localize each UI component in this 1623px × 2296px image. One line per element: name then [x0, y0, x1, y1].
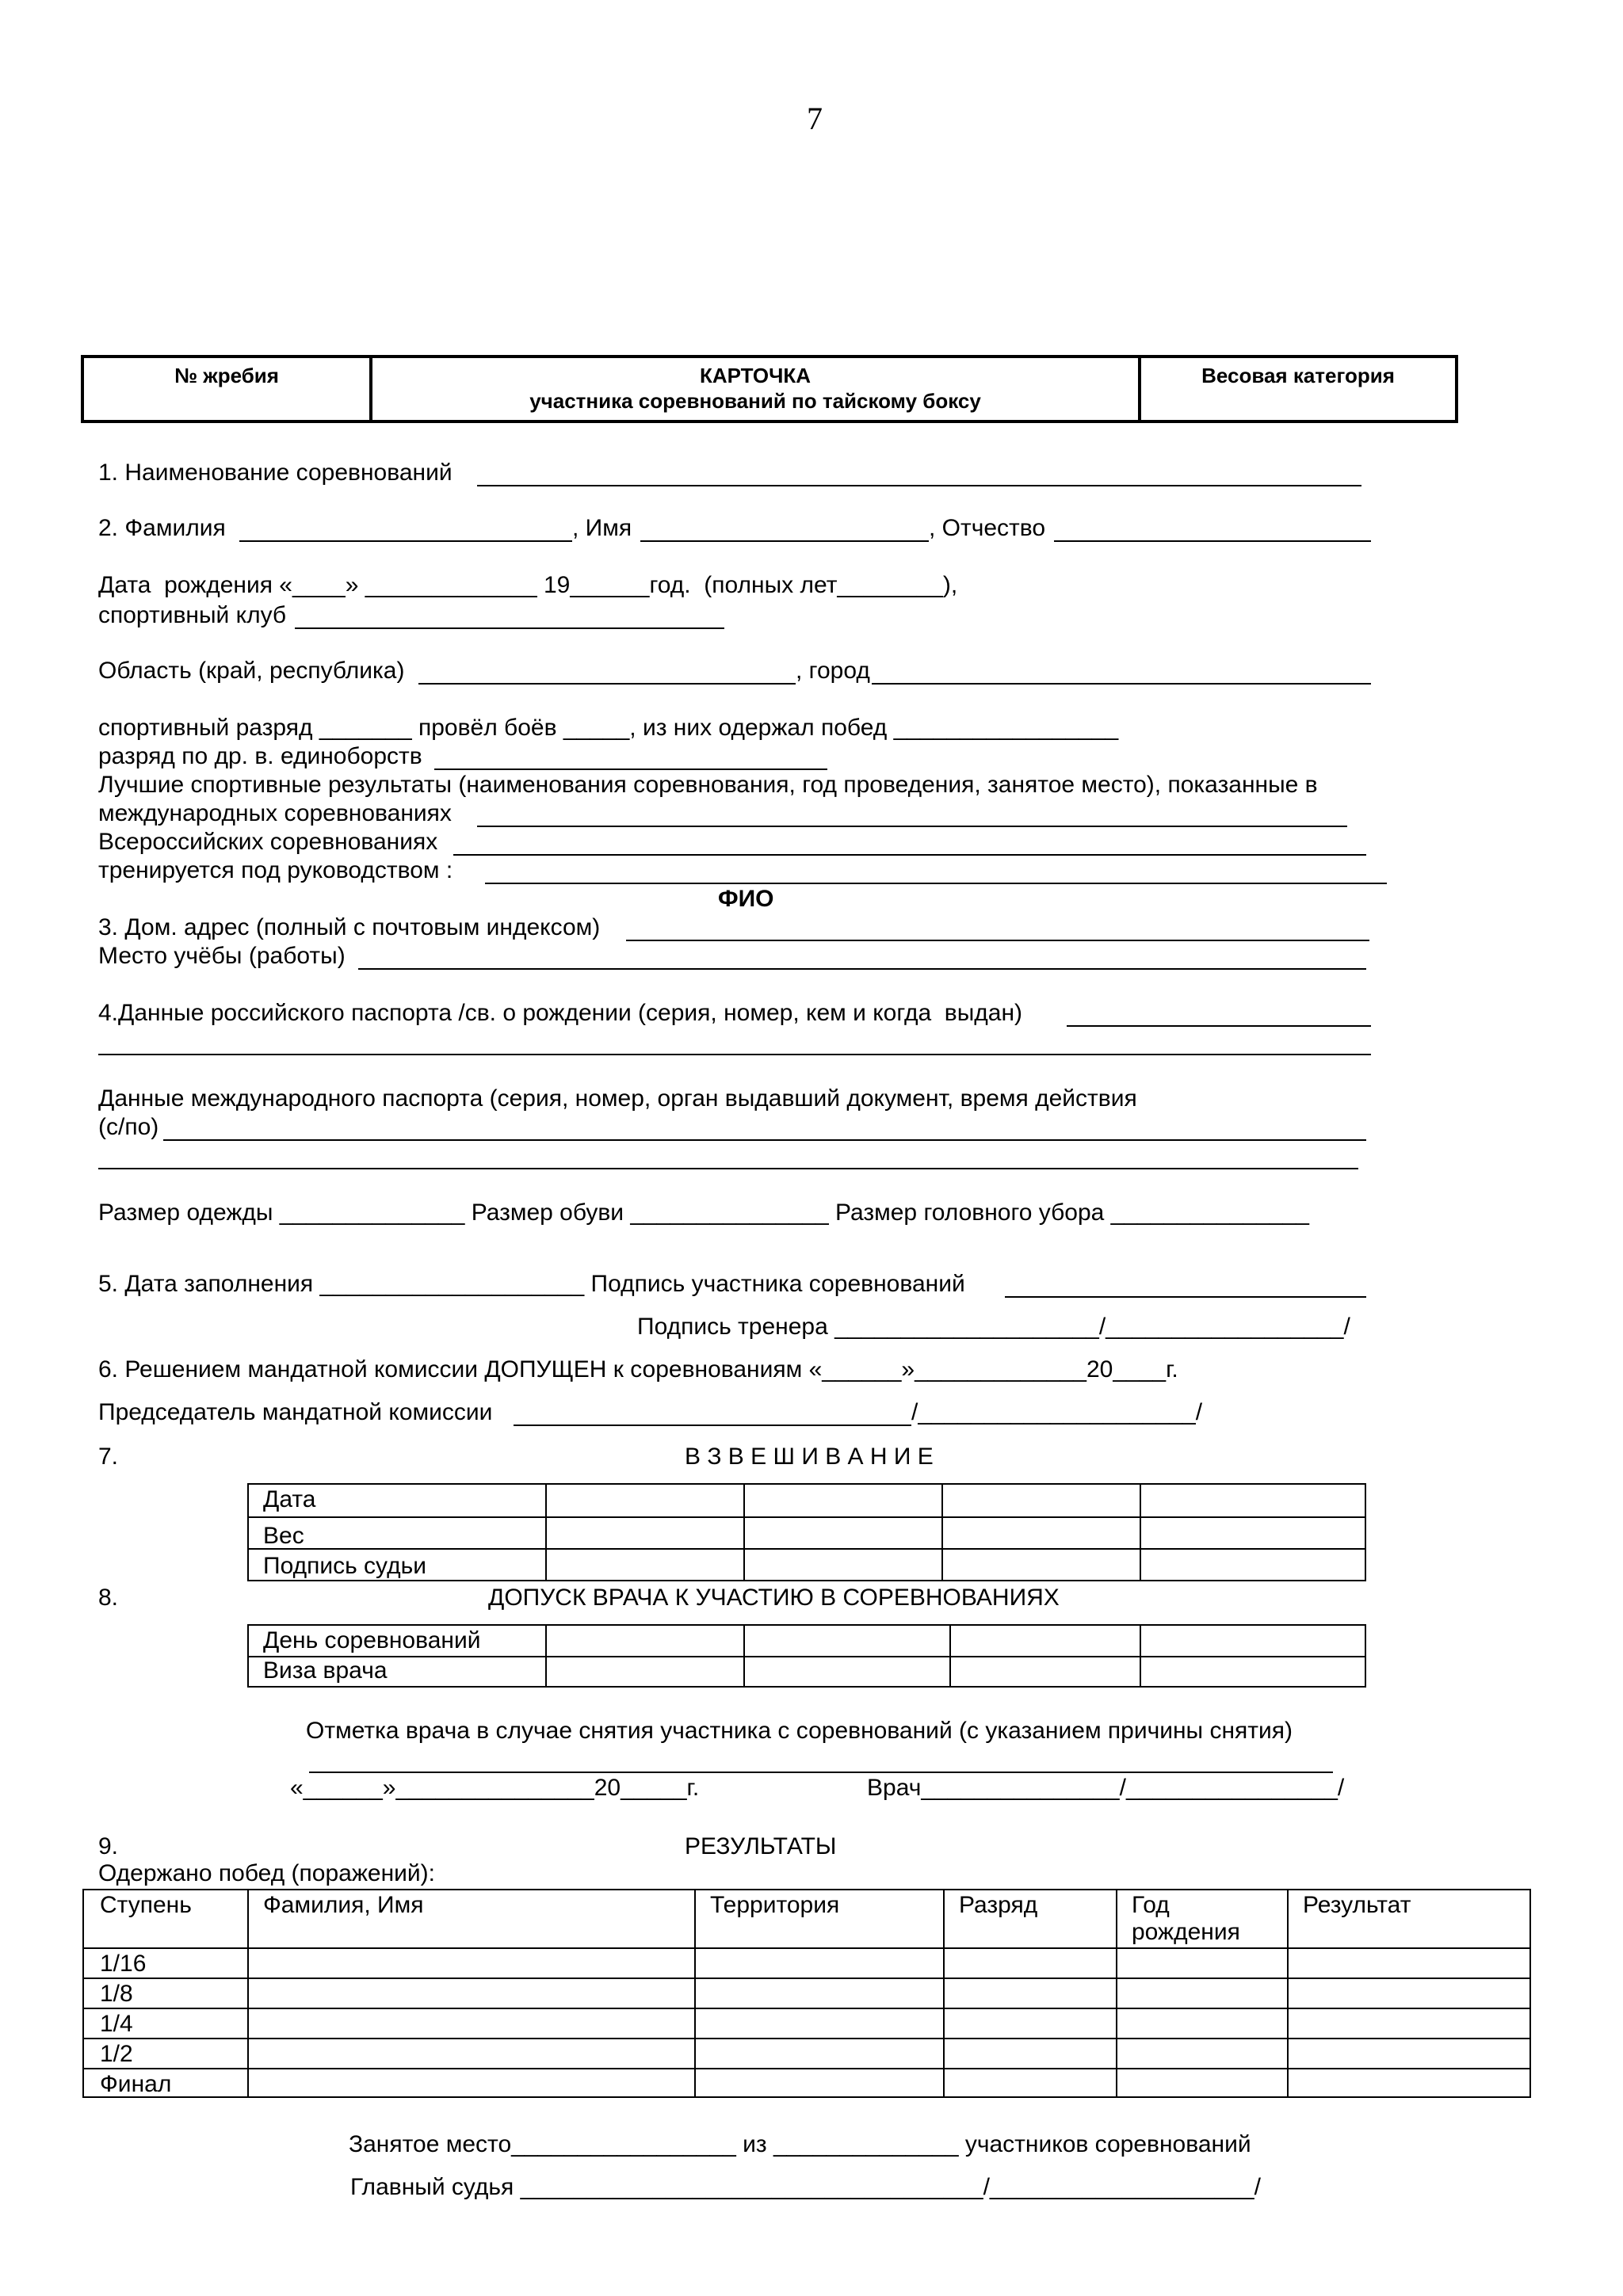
- doctor-title: ДОПУСК ВРАЧА К УЧАСТИЮ В СОРЕВНОВАНИЯХ: [488, 1585, 1060, 1611]
- doctor-row-competition-day: День соревнований: [263, 1627, 481, 1653]
- column-header-rank: Разряд: [959, 1892, 1038, 1918]
- birth-date-line: Дата рождения «____» _____________ 19______год. (полных лет________),: [98, 572, 958, 598]
- all-russian-field[interactable]: [453, 854, 1366, 856]
- doctor-row-visa: Виза врача: [263, 1657, 388, 1684]
- intl-passport-dates-label: (с/по): [98, 1114, 159, 1140]
- international-field[interactable]: [477, 826, 1347, 827]
- weighing-row-weight: Вес: [263, 1523, 304, 1549]
- chairman-label: Председатель мандатной комиссии: [98, 1399, 493, 1425]
- column-header-name: Фамилия, Имя: [263, 1892, 424, 1918]
- stage-1-16: 1/16: [100, 1951, 147, 1977]
- name-field[interactable]: [640, 540, 929, 542]
- results-title: РЕЗУЛЬТАТЫ: [685, 1833, 837, 1859]
- column-header-result: Результат: [1303, 1892, 1411, 1918]
- weighing-row-judge-sign: Подпись судьи: [263, 1553, 426, 1579]
- column-divider: [1287, 1890, 1289, 2096]
- doctor-table: [247, 1624, 1366, 1688]
- column-divider: [247, 1890, 249, 2096]
- name-label: , Имя: [572, 515, 632, 541]
- sizes-line: Размер одежды ______________ Размер обуви _______________ Размер головного убора _______________: [98, 1199, 1309, 1226]
- participant-signature-field[interactable]: [1005, 1296, 1366, 1298]
- column-divider: [943, 1890, 945, 2096]
- intl-passport-label: Данные международного паспорта (серия, номер, орган выдавший документ, время действия: [98, 1085, 1137, 1112]
- row-divider: [249, 1548, 1365, 1550]
- doctor-note: Отметка врача в случае снятия участника с соревнований (с указанием причины снятия): [306, 1718, 1293, 1744]
- row-divider: [249, 1516, 1365, 1518]
- column-header-stage: Ступень: [100, 1892, 192, 1918]
- coach-field[interactable]: [485, 883, 1387, 884]
- place-line: Занятое место_________________ из ______________ участников соревнований: [349, 2131, 1251, 2157]
- other-rank-label: разряд по др. в. единоборств: [98, 743, 422, 769]
- fio-caption: ФИО: [718, 886, 774, 912]
- row-divider: [84, 1978, 1529, 1979]
- competition-field[interactable]: [477, 485, 1361, 486]
- international-label: международных соревнованиях: [98, 800, 452, 826]
- results-table: [82, 1889, 1531, 2098]
- intl-passport-field[interactable]: [163, 1139, 1366, 1141]
- results-number: 9.: [98, 1833, 119, 1859]
- chairman-tail: /_____________________/: [911, 1399, 1203, 1425]
- rank-line: спортивный разряд _______ провёл боёв _____, из них одержал побед _________________: [98, 715, 1119, 741]
- column-divider: [694, 1890, 696, 2096]
- city-label: , город: [796, 658, 870, 684]
- doctor-date-line: «______»_______________20_____г.: [290, 1775, 700, 1801]
- stage-final: Финал: [100, 2071, 172, 2097]
- card-title: [372, 363, 1138, 414]
- column-divider: [1116, 1890, 1117, 2096]
- passport-label: 4.Данные российского паспорта /св. о рождении (серия, номер, кем и когда выдан): [98, 1000, 1023, 1026]
- competition-label: 1. Наименование соревнований: [98, 460, 453, 486]
- stage-1-4: 1/4: [100, 2011, 133, 2037]
- coach-signature-line: Подпись тренера ____________________/__________________/: [637, 1314, 1350, 1340]
- row-divider: [249, 1656, 1365, 1657]
- best-results-label: Лучшие спортивные результаты (наименования соревнования, год проведения, занятое место), показанные в: [98, 772, 1318, 798]
- wins-label: Одержано побед (поражений):: [98, 1860, 435, 1886]
- column-divider: [743, 1485, 745, 1580]
- card-header: [81, 355, 1458, 423]
- surname-label: 2. Фамилия: [98, 515, 226, 541]
- passport-field[interactable]: [1067, 1025, 1371, 1027]
- page-number: 7: [807, 101, 823, 136]
- doctor-signature-line: Врач_______________/________________/: [867, 1775, 1345, 1801]
- row-divider: [84, 2068, 1529, 2069]
- passport-field-line-2[interactable]: [98, 1054, 1371, 1055]
- stage-1-8: 1/8: [100, 1981, 133, 2007]
- coach-label: тренируется под руководством :: [98, 857, 453, 883]
- study-work-label: Место учёбы (работы): [98, 943, 346, 969]
- card-title-main: КАРТОЧКА: [699, 364, 812, 387]
- doctor-note-field[interactable]: [309, 1772, 1333, 1773]
- stage-1-2: 1/2: [100, 2041, 133, 2067]
- club-label: спортивный клуб: [98, 602, 287, 628]
- city-field[interactable]: [872, 683, 1371, 685]
- weight-category-label: Весовая категория: [1201, 364, 1395, 387]
- column-divider: [545, 1485, 547, 1580]
- column-divider: [1140, 1485, 1141, 1580]
- study-work-field[interactable]: [358, 968, 1366, 970]
- draw-number-label: № жребия: [174, 364, 279, 387]
- patronymic-label: , Отчество: [929, 515, 1046, 541]
- region-field[interactable]: [418, 683, 796, 685]
- column-header-territory: Территория: [710, 1892, 840, 1918]
- all-russian-label: Всероссийских соревнованиях: [98, 829, 438, 855]
- chairman-field[interactable]: [514, 1425, 911, 1426]
- chief-judge-line: Главный судья ___________________________________/____________________/: [350, 2174, 1261, 2200]
- fill-date-line: 5. Дата заполнения ____________________ Подпись участника соревнований: [98, 1271, 965, 1297]
- admission-line: 6. Решением мандатной комиссии ДОПУЩЕН к соревнованиям «______»_____________20____г.: [98, 1356, 1178, 1383]
- weighing-row-date: Дата: [263, 1486, 316, 1512]
- weighing-table: [247, 1483, 1366, 1581]
- column-header-birth-year: Год рождения: [1132, 1892, 1240, 1945]
- club-field[interactable]: [295, 627, 724, 629]
- address-field[interactable]: [626, 940, 1369, 941]
- patronymic-field[interactable]: [1054, 540, 1371, 542]
- other-rank-field[interactable]: [434, 769, 827, 770]
- region-label: Область (край, республика): [98, 658, 405, 684]
- row-divider: [84, 1947, 1529, 1949]
- column-divider: [941, 1485, 943, 1580]
- row-divider: [84, 2038, 1529, 2039]
- weighing-title: В З В Е Ш И В А Н И Е: [685, 1444, 934, 1470]
- address-label: 3. Дом. адрес (полный с почтовым индексом): [98, 914, 601, 940]
- row-divider: [84, 2008, 1529, 2009]
- doctor-number: 8.: [98, 1585, 119, 1611]
- weighing-number: 7.: [98, 1444, 119, 1470]
- card-subtitle: участника соревнований по тайскому боксу: [529, 389, 981, 413]
- intl-passport-field-line-2[interactable]: [98, 1168, 1358, 1169]
- surname-field[interactable]: [239, 540, 572, 542]
